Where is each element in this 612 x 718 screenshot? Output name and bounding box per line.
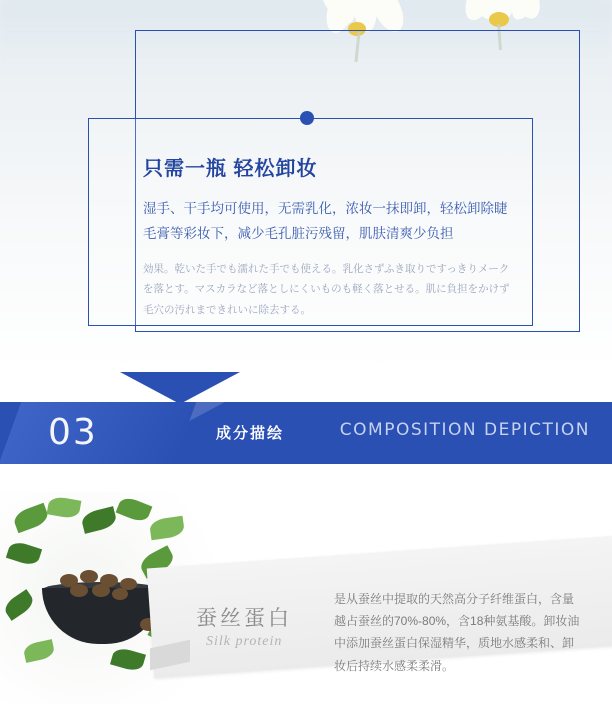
cocoon-icon bbox=[80, 570, 98, 583]
leaf-icon bbox=[2, 589, 37, 621]
ingredient-section bbox=[0, 492, 612, 718]
section-banner bbox=[0, 372, 612, 492]
cocoon-icon bbox=[70, 584, 88, 597]
leaf-icon bbox=[110, 646, 146, 673]
cocoon-icon bbox=[92, 584, 110, 597]
leaf-icon bbox=[149, 516, 185, 541]
banner-chevron-shape bbox=[120, 372, 240, 404]
leaf-icon bbox=[6, 540, 42, 568]
cocoon-icon bbox=[112, 588, 128, 600]
leaf-icon bbox=[22, 639, 55, 663]
banner-slash-shape bbox=[0, 402, 196, 464]
leaf-icon bbox=[80, 506, 118, 534]
ingredient-name-cn: 蚕丝蛋白 bbox=[196, 607, 292, 630]
ingredient-name-en: Silk protein bbox=[206, 634, 283, 649]
ingredient-description: 是从蚕丝中提取的天然高分子纤维蛋白，含量越占蚕丝的70%-80%，含18种氨基酸。卸妆油中添加蚕丝蛋白保湿精华，质地水感柔和、卸妆后持续水感柔柔滑。 bbox=[334, 592, 580, 673]
leaf-icon bbox=[47, 495, 82, 519]
leaf-icon bbox=[116, 495, 153, 525]
hero-title: 只需一瓶 轻松卸妆 bbox=[143, 158, 318, 180]
leaf-icon bbox=[12, 503, 51, 533]
banner-section-number: 03 bbox=[48, 412, 98, 453]
hero-japanese-note: 効果。乾いた手でも濡れた手でも使える。乳化さずふき取りですっきりメークを落とす。マスカラなど落としにくいものも軽く落とせる。肌に負担をかけず毛穴の汚れまできれいに除去する。 bbox=[143, 262, 510, 316]
banner-title-en: COMPOSITION DEPICTION bbox=[339, 420, 590, 440]
decorative-dot-icon bbox=[300, 111, 314, 125]
bottom-fade bbox=[0, 704, 612, 718]
banner-title-cn: 成分描绘 bbox=[215, 425, 284, 442]
hero-text-block bbox=[143, 152, 513, 320]
hero-body-text: 湿手、干手均可使用，无需乳化，浓妆一抹即卸，轻松卸除睫毛膏等彩妆下，减少毛孔脏污残留，肌肤清爽少负担 bbox=[143, 201, 508, 241]
decorative-frame-line bbox=[88, 118, 308, 119]
